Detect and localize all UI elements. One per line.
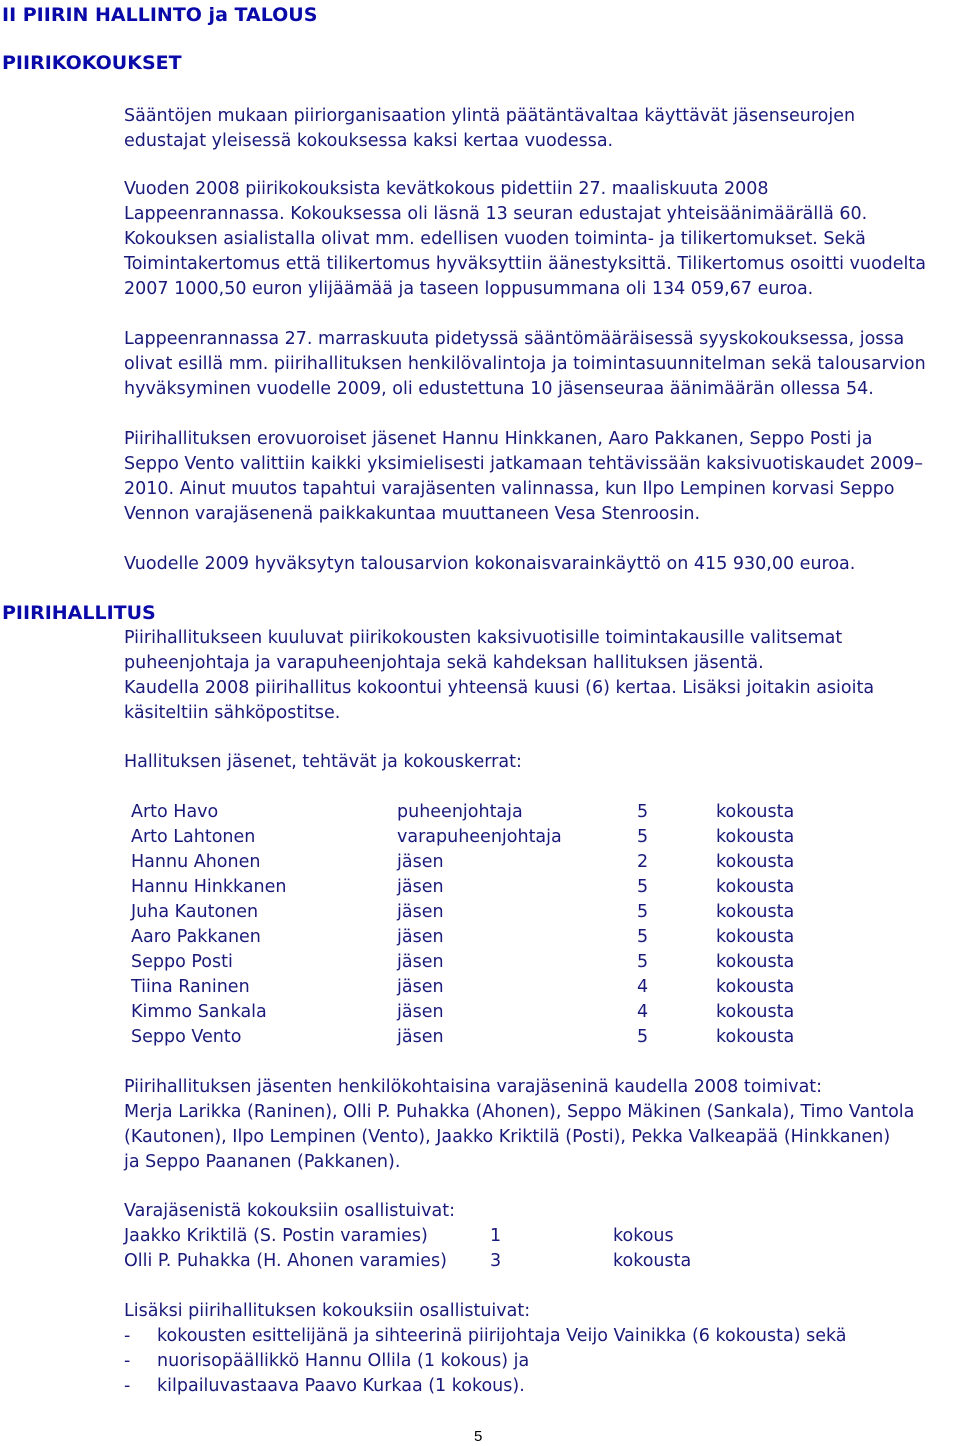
text-line: Vuoden 2008 piirikokouksista kevätkokous pidettiin 27. maaliskuuta 2008 xyxy=(124,179,769,199)
members-heading: Hallituksen jäsenet, tehtävät ja kokouskerrat: xyxy=(124,752,522,772)
section-heading-piirihallitus: PIIRIHALLITUS xyxy=(2,602,156,624)
member-unit: kokousta xyxy=(716,977,795,997)
member-name: Kimmo Sankala xyxy=(131,1002,267,1022)
member-role: varapuheenjohtaja xyxy=(397,827,562,847)
text-line: Kokouksen asialistalla olivat mm. edellisen vuoden toiminta- ja tilikertomukset. Sekä xyxy=(124,229,866,249)
member-role: jäsen xyxy=(397,877,444,897)
member-count: 5 xyxy=(637,1027,649,1047)
member-count: 5 xyxy=(637,827,649,847)
member-count: 5 xyxy=(637,802,649,822)
text-line: ja Seppo Paananen (Pakkanen). xyxy=(124,1152,401,1172)
deputy-name: Jaakko Kriktilä (S. Postin varamies) xyxy=(124,1226,428,1246)
page-title: II PIIRIN HALLINTO ja TALOUS xyxy=(2,4,318,26)
deputy-attendance-heading: Varajäsenistä kokouksiin osallistuivat: xyxy=(124,1201,456,1221)
member-role: jäsen xyxy=(397,1027,444,1047)
member-name: Seppo Posti xyxy=(131,952,233,972)
member-count: 5 xyxy=(637,877,649,897)
text-line: Lappeenrannassa 27. marraskuuta pidetyssä sääntömääräisessä syyskokouksessa, jossa xyxy=(124,329,905,349)
deputy-unit: kokousta xyxy=(613,1251,692,1271)
member-unit: kokousta xyxy=(716,877,795,897)
member-unit: kokousta xyxy=(716,852,795,872)
member-unit: kokousta xyxy=(716,802,795,822)
others-heading: Lisäksi piirihallituksen kokouksiin osallistuivat: xyxy=(124,1301,531,1321)
member-count: 4 xyxy=(637,977,649,997)
deputy-unit: kokous xyxy=(613,1226,674,1246)
text-line: Piirihallituksen erovuoroiset jäsenet Hannu Hinkkanen, Aaro Pakkanen, Seppo Posti ja xyxy=(124,429,873,449)
member-name: Arto Havo xyxy=(131,802,219,822)
text-line: 2010. Ainut muutos tapahtui varajäsenten valinnassa, kun Ilpo Lempinen korvasi Seppo xyxy=(124,479,895,499)
member-role: jäsen xyxy=(397,902,444,922)
member-role: jäsen xyxy=(397,952,444,972)
member-name: Hannu Hinkkanen xyxy=(131,877,287,897)
text-line: (Kautonen), Ilpo Lempinen (Vento), Jaakko Kriktilä (Posti), Pekka Valkeapää (Hinkkanen) xyxy=(124,1127,891,1147)
member-role: jäsen xyxy=(397,1002,444,1022)
list-bullet: - xyxy=(124,1326,131,1346)
text-line: Toimintakertomus että tilikertomus hyväksyttiin äänestyksittä. Tilikertomus osoitti vuodelta xyxy=(124,254,926,274)
list-bullet: - xyxy=(124,1351,131,1371)
member-unit: kokousta xyxy=(716,952,795,972)
text-line: olivat esillä mm. piirihallituksen henkilövalintoja ja toimintasuunnitelman sekä talousarvion xyxy=(124,354,926,374)
member-name: Tiina Raninen xyxy=(131,977,250,997)
member-unit: kokousta xyxy=(716,902,795,922)
text-line: Kaudella 2008 piirihallitus kokoontui yhteensä kuusi (6) kertaa. Lisäksi joitakin asioita xyxy=(124,678,875,698)
text-line: käsiteltiin sähköpostitse. xyxy=(124,703,341,723)
section-heading-piirikokoukset: PIIRIKOKOUKSET xyxy=(2,52,182,74)
text-line: Merja Larikka (Raninen), Olli P. Puhakka (Ahonen), Seppo Mäkinen (Sankala), Timo Vantola xyxy=(124,1102,915,1122)
member-name: Juha Kautonen xyxy=(131,902,259,922)
page-number: 5 xyxy=(474,1428,483,1445)
member-role: jäsen xyxy=(397,852,444,872)
member-count: 5 xyxy=(637,927,649,947)
member-count: 2 xyxy=(637,852,649,872)
member-unit: kokousta xyxy=(716,927,795,947)
member-unit: kokousta xyxy=(716,1027,795,1047)
text-line: Vennon varajäsenenä paikkakuntaa muuttaneen Vesa Stenroosin. xyxy=(124,504,701,524)
member-name: Aaro Pakkanen xyxy=(131,927,261,947)
list-item: kilpailuvastaava Paavo Kurkaa (1 kokous). xyxy=(157,1376,525,1396)
text-line: 2007 1000,50 euron ylijäämää ja taseen loppusummana oli 134 059,67 euroa. xyxy=(124,279,814,299)
text-line: Seppo Vento valittiin kaikki yksimielisesti jatkamaan tehtävissään kaksivuotiskaudet 2009– xyxy=(124,454,924,474)
text-line: Vuodelle 2009 hyväksytyn talousarvion kokonaisvarainkäyttö on 415 930,00 euroa. xyxy=(124,554,856,574)
text-line: edustajat yleisessä kokouksessa kaksi kertaa vuodessa. xyxy=(124,131,614,151)
text-line: Sääntöjen mukaan piiriorganisaation ylintä päätäntävaltaa käyttävät jäsenseurojen xyxy=(124,106,856,126)
deputy-count: 1 xyxy=(490,1226,502,1246)
deputy-name: Olli P. Puhakka (H. Ahonen varamies) xyxy=(124,1251,447,1271)
list-item: kokousten esittelijänä ja sihteerinä piirijohtaja Veijo Vainikka (6 kokousta) sekä xyxy=(157,1326,847,1346)
member-role: puheenjohtaja xyxy=(397,802,523,822)
text-line: Piirihallituksen jäsenten henkilökohtaisina varajäseninä kaudella 2008 toimivat: xyxy=(124,1077,823,1097)
text-line: Lappeenrannassa. Kokouksessa oli läsnä 13 seuran edustajat yhteisäänimäärällä 60. xyxy=(124,204,868,224)
member-name: Hannu Ahonen xyxy=(131,852,261,872)
member-count: 4 xyxy=(637,1002,649,1022)
member-unit: kokousta xyxy=(716,1002,795,1022)
member-count: 5 xyxy=(637,902,649,922)
member-count: 5 xyxy=(637,952,649,972)
list-item: nuorisopäällikkö Hannu Ollila (1 kokous) ja xyxy=(157,1351,530,1371)
member-name: Arto Lahtonen xyxy=(131,827,256,847)
deputy-count: 3 xyxy=(490,1251,502,1271)
member-name: Seppo Vento xyxy=(131,1027,242,1047)
text-line: puheenjohtaja ja varapuheenjohtaja sekä kahdeksan hallituksen jäsentä. xyxy=(124,653,764,673)
text-line: hyväksyminen vuodelle 2009, oli edustettuna 10 jäsenseuraa äänimäärän ollessa 54. xyxy=(124,379,874,399)
member-unit: kokousta xyxy=(716,827,795,847)
list-bullet: - xyxy=(124,1376,131,1396)
member-role: jäsen xyxy=(397,977,444,997)
member-role: jäsen xyxy=(397,927,444,947)
text-line: Piirihallitukseen kuuluvat piirikokousten kaksivuotisille toimintakausille valitsemat xyxy=(124,628,843,648)
